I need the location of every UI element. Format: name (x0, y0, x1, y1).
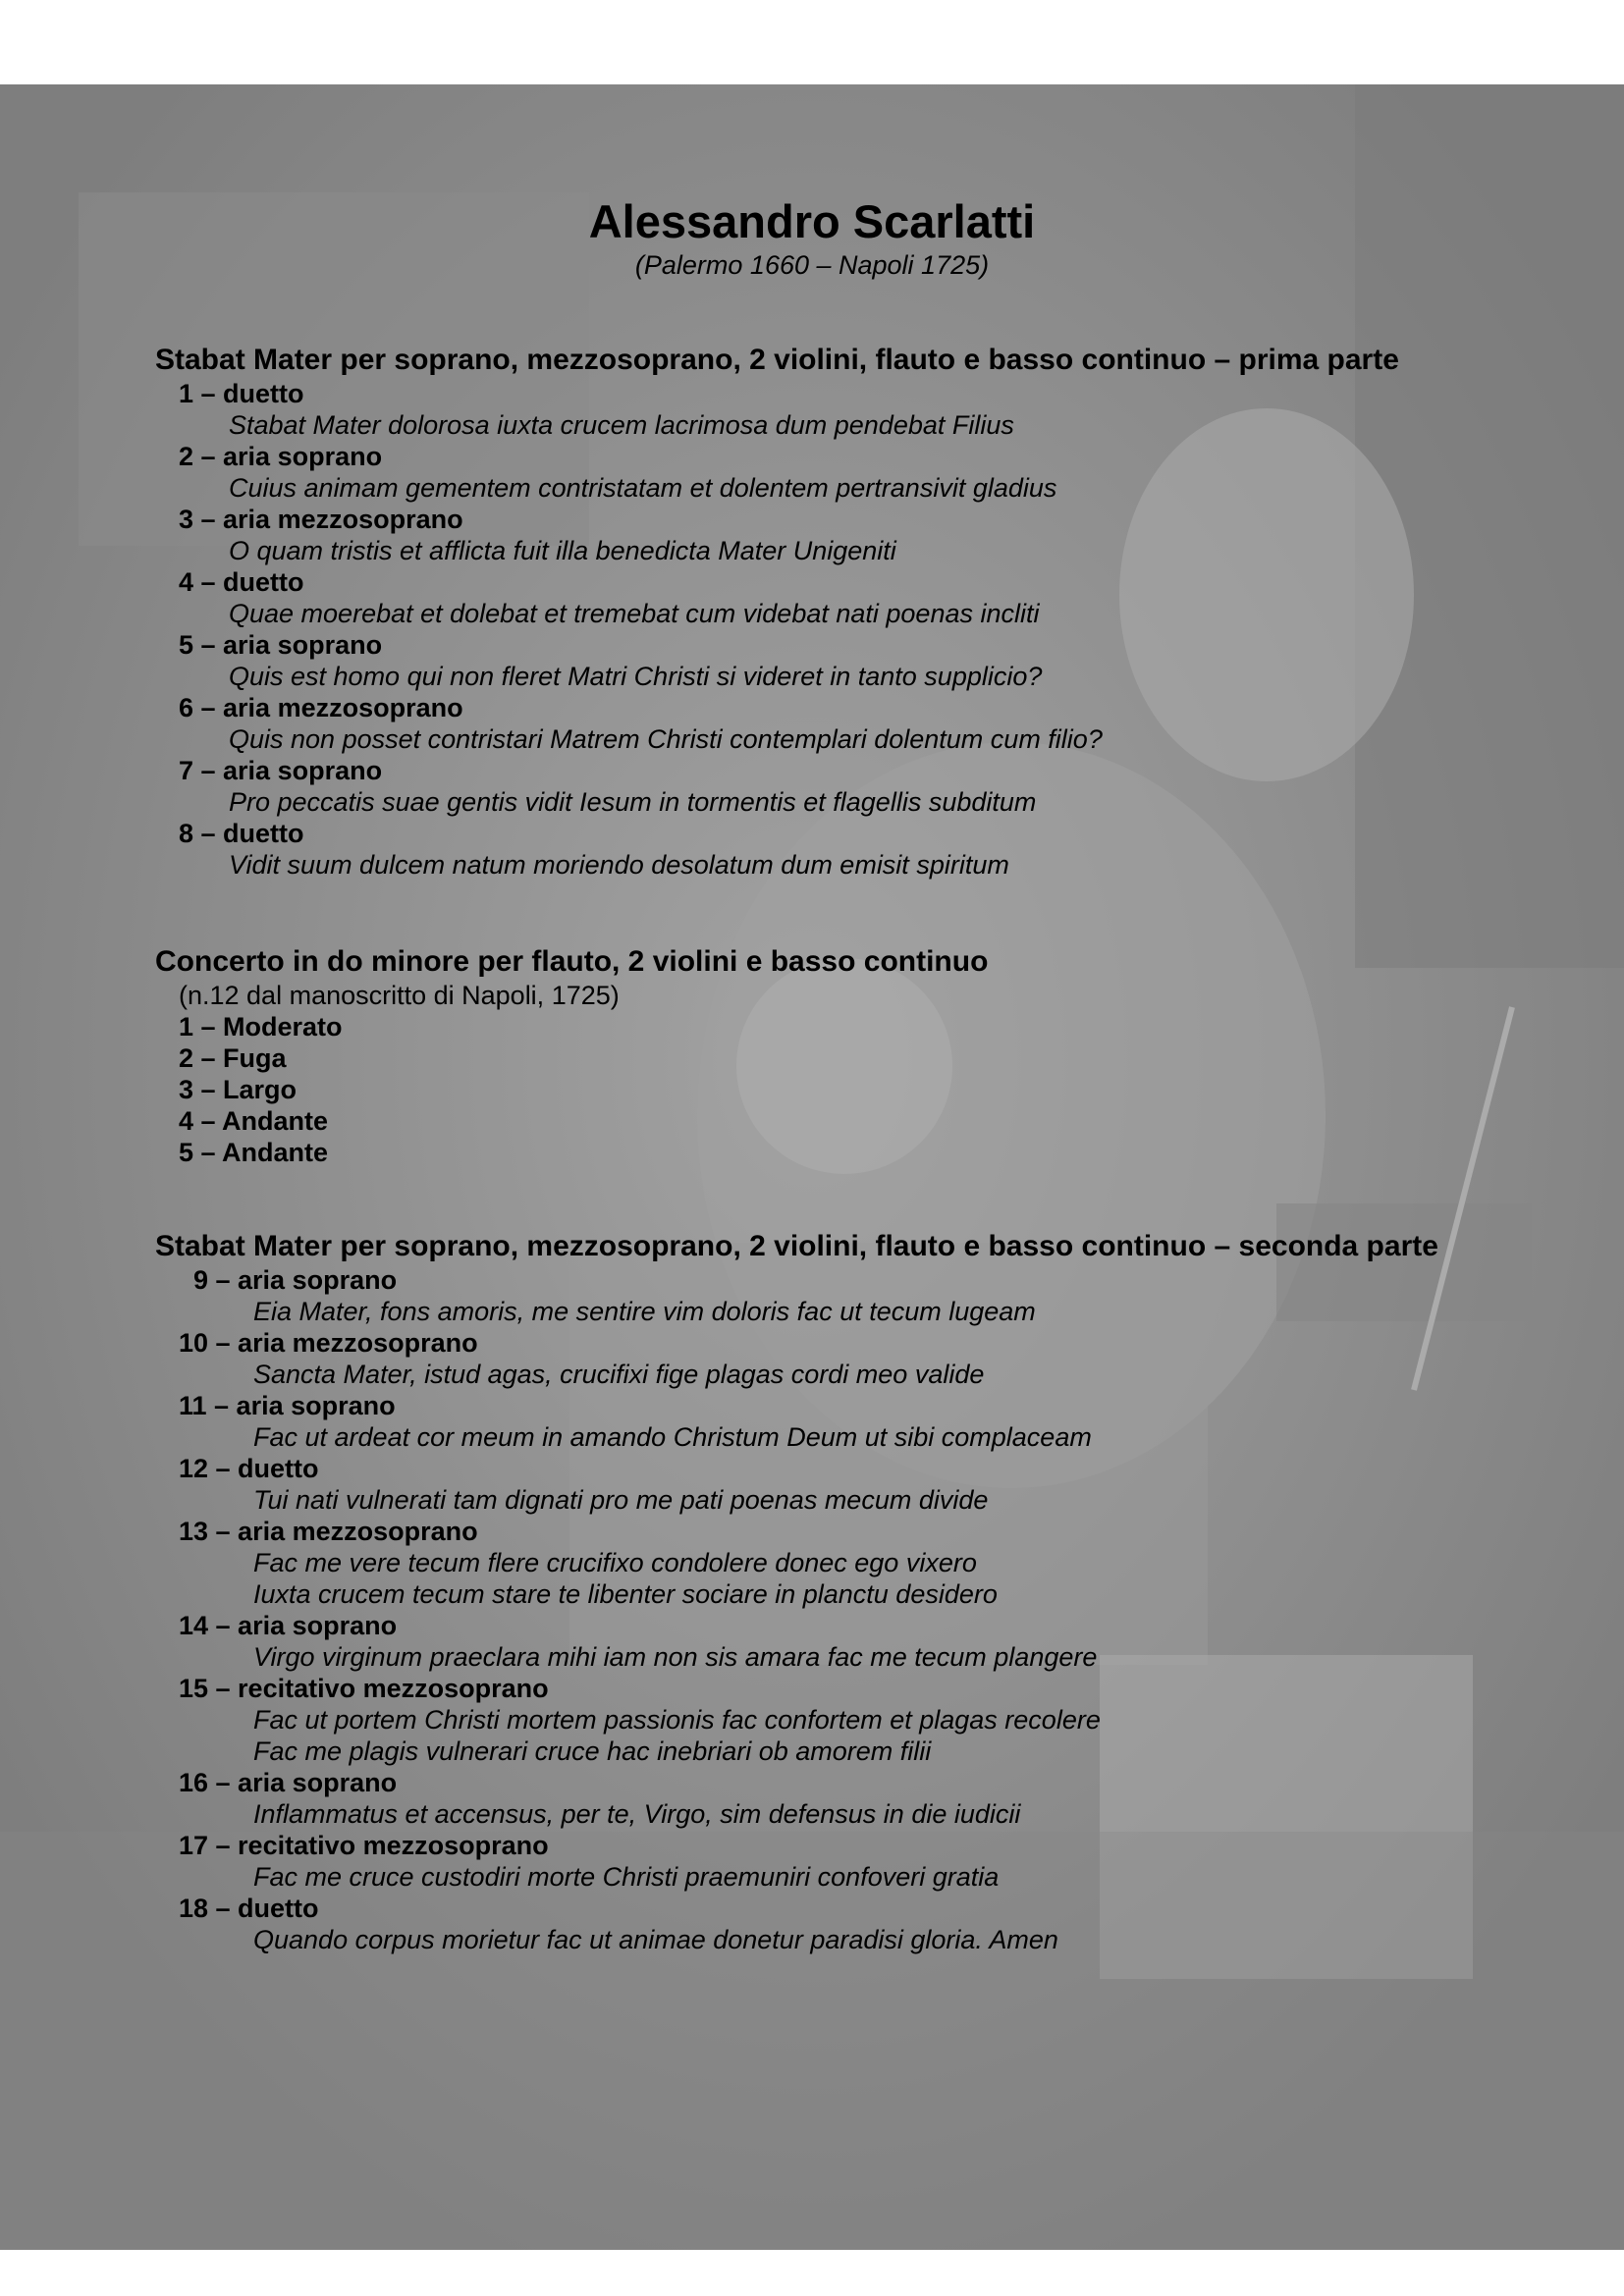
part2-item-13-label: 13 – aria mezzosoprano (179, 1517, 478, 1546)
part1-item-8-lyric: Vidit suum dulcem natum moriendo desolatum dum emisit spiritum (229, 850, 1009, 880)
composer-dates: (Palermo 1660 – Napoli 1725) (634, 250, 990, 280)
part2-item-18-lyric: Quando corpus morietur fac ut animae donetur paradisi gloria. Amen (253, 1925, 1058, 1954)
concerto-movement-4: 4 – Andante (179, 1106, 329, 1136)
part2-item-9-lyric: Eia Mater, fons amoris, me sentire vim doloris fac ut tecum lugeam (253, 1297, 1036, 1326)
concerto-movement-2: 2 – Fuga (179, 1043, 287, 1073)
part2-item-14-label: 14 – aria soprano (179, 1611, 398, 1640)
part2-item-12-label: 12 – duetto (179, 1454, 319, 1483)
part1-item-2-lyric: Cuius animam gementem contristatam et dolentem pertransivit gladius (229, 473, 1057, 503)
part1-item-4-lyric: Quae moerebat et dolebat et tremebat cum videbat nati poenas incliti (229, 599, 1040, 628)
page-title: Alessandro Scarlatti (588, 195, 1036, 247)
part1-item-7-label: 7 – aria soprano (179, 756, 383, 785)
part2-item-17-label: 17 – recitativo mezzosoprano (179, 1831, 549, 1860)
part2-item-11-lyric: Fac ut ardeat cor meum in amando Christum Deum ut sibi complaceam (253, 1422, 1092, 1452)
section-title-concerto: Concerto in do minore per flauto, 2 violini e basso continuo (155, 945, 989, 978)
part2-item-16-label: 16 – aria soprano (179, 1768, 398, 1797)
part2-item-15-label: 15 – recitativo mezzosoprano (179, 1674, 549, 1703)
part1-item-2-label: 2 – aria soprano (179, 442, 383, 471)
part2-item-14-lyric: Virgo virginum praeclara mihi iam non sis amara fac me tecum plangere (253, 1642, 1098, 1672)
concerto-movement-3: 3 – Largo (179, 1075, 298, 1104)
section-title-part2: Stabat Mater per soprano, mezzosoprano, 2 violini, flauto e basso continuo – seconda parte (155, 1230, 1438, 1262)
part1-item-1-label: 1 – duetto (179, 379, 304, 408)
part2-item-9-label: 9 – aria soprano (193, 1265, 398, 1295)
part1-item-6-label: 6 – aria mezzosoprano (179, 693, 463, 722)
part2-item-18-label: 18 – duetto (179, 1894, 319, 1923)
part1-item-5-label: 5 – aria soprano (179, 630, 383, 660)
part1-item-8-label: 8 – duetto (179, 819, 304, 848)
part2-item-13-lyric-2: Iuxta crucem tecum stare te libenter sociare in planctu desidero (253, 1579, 998, 1609)
part2-item-15-lyric-2: Fac me plagis vulnerari cruce hac inebriari ob amorem filii (253, 1736, 932, 1766)
section-title-part1: Stabat Mater per soprano, mezzosoprano, 2 violini, flauto e basso continuo – prima parte (155, 344, 1399, 376)
part1-item-4-label: 4 – duetto (179, 567, 304, 597)
part1-item-3-lyric: O quam tristis et afflicta fuit illa benedicta Mater Unigeniti (229, 536, 896, 565)
part2-item-10-lyric: Sancta Mater, istud agas, crucifixi fige plagas cordi meo valide (253, 1360, 985, 1389)
part2-item-12-lyric: Tui nati vulnerati tam dignati pro me pati poenas mecum divide (253, 1485, 989, 1515)
part1-item-6-lyric: Quis non posset contristari Matrem Christi contemplari dolentum cum filio? (229, 724, 1103, 754)
part1-item-5-lyric: Quis est homo qui non fleret Matri Christi si videret in tanto supplicio? (229, 662, 1043, 691)
part2-item-13-lyric-1: Fac me vere tecum flere crucifixo condolere donec ego vixero (253, 1548, 977, 1577)
concerto-movement-1: 1 – Moderato (179, 1012, 343, 1041)
concerto-movement-5: 5 – Andante (179, 1138, 329, 1167)
part2-item-15-lyric-1: Fac ut portem Christi mortem passionis fac confortem et plagas recolere (253, 1705, 1101, 1735)
part2-item-16-lyric: Inflammatus et accensus, per te, Virgo, sim defensus in die iudicii (253, 1799, 1021, 1829)
part1-item-1-lyric: Stabat Mater dolorosa iuxta crucem lacrimosa dum pendebat Filius (229, 410, 1014, 440)
part2-item-10-label: 10 – aria mezzosoprano (179, 1328, 478, 1358)
part1-item-3-label: 3 – aria mezzosoprano (179, 505, 463, 534)
part2-item-17-lyric: Fac me cruce custodiri morte Christi praemuniri confoveri gratia (253, 1862, 1000, 1892)
part2-item-11-label: 11 – aria soprano (179, 1391, 396, 1420)
concerto-note: (n.12 dal manoscritto di Napoli, 1725) (179, 981, 620, 1010)
part1-item-7-lyric: Pro peccatis suae gentis vidit Iesum in tormentis et flagellis subditum (229, 787, 1037, 817)
